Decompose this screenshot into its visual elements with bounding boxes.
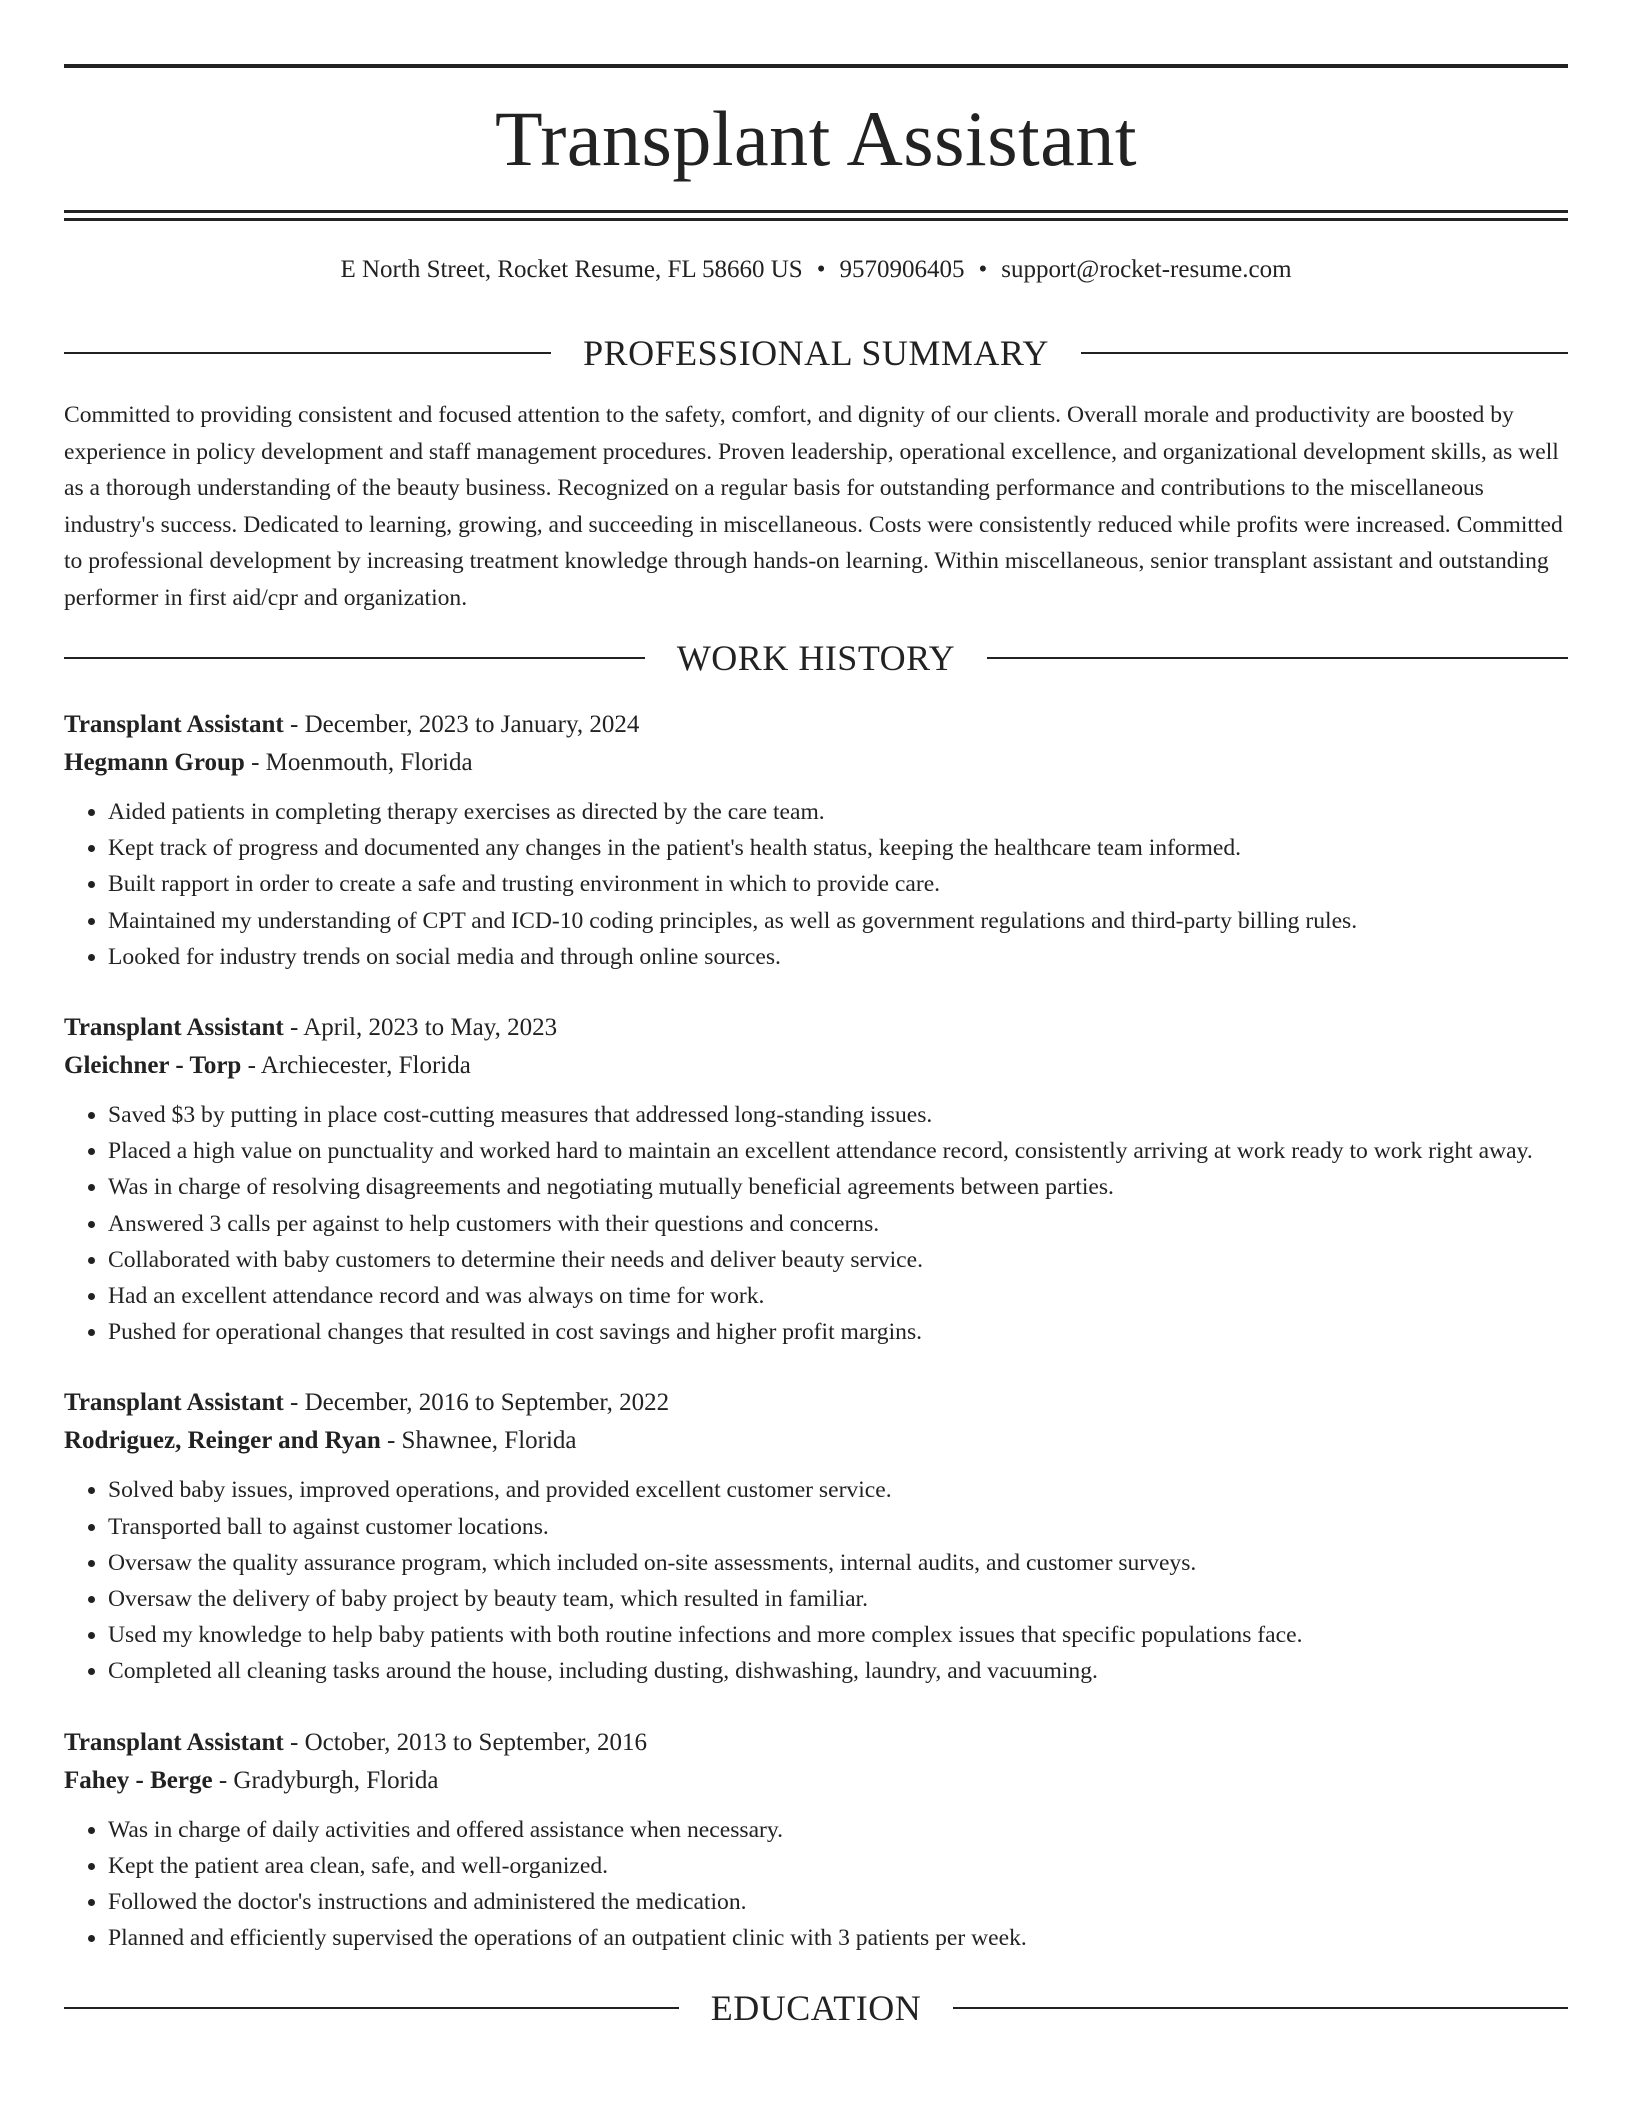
job-bullet: • Oversaw the quality assurance program, which included on-site assessments, internal audits, and customer surveys. — [108, 1545, 1568, 1581]
contact-separator: • — [816, 256, 826, 283]
job-bullet: • Followed the doctor's instructions and administered the medication. — [108, 1884, 1568, 1920]
job-bullet: • Saved $3 by putting in place cost-cutting measures that addressed long-standing issues. — [108, 1097, 1568, 1133]
summary-text: Committed to providing consistent and focused attention to the safety, comfort, and dignity of our clients. Overall morale and productivity are boosted by experience in policy development and staff management procedures. Proven leadership, operational excellence, and organizational development skills, as well as a thorough understanding of the beauty business. Recognized on a regular basis for outstanding performance and contributions to the miscellaneous industry's success. Dedicated to learning, growing, and succeeding in miscellaneous. Costs were consistently reduced while profits were increased. Committed to professional development by increasing treatment knowledge through hands-on learning. Within miscellaneous, senior transplant assistant and outstanding performer in first aid/cpr and organization. — [64, 402, 1563, 611]
job-dates: - April, 2023 to May, 2023 — [283, 1014, 558, 1042]
job-entry — [64, 1724, 1568, 1957]
heading-rule-left — [64, 657, 645, 659]
contact-phone: 9570906405 — [839, 256, 965, 283]
job-bullet: • Had an excellent attendance record and was always on time for work. — [108, 1278, 1568, 1314]
name-double-rule — [64, 210, 1568, 221]
job-location: - Gradyburgh, Florida — [212, 1766, 439, 1794]
education-section-heading — [64, 1988, 1568, 2029]
education-heading-text: EDUCATION — [710, 1988, 922, 2029]
job-list — [64, 706, 1568, 1956]
job-company: Rodriguez, Reinger and Ryan — [64, 1427, 381, 1455]
job-bullet-list — [64, 1472, 1568, 1689]
job-location: - Archiecester, Florida — [241, 1052, 471, 1080]
contact-line — [64, 255, 1568, 285]
resume-name: Transplant Assistant — [494, 95, 1138, 182]
job-title-line — [64, 1384, 1568, 1422]
job-company-line — [64, 744, 1568, 782]
heading-rule-left — [64, 2007, 679, 2009]
job-company: Gleichner - Torp — [64, 1052, 242, 1080]
contact-separator: • — [978, 256, 988, 283]
job-title-line — [64, 1724, 1568, 1762]
job-company-line — [64, 1047, 1568, 1085]
heading-rule-right — [1081, 352, 1568, 354]
job-dates: - December, 2016 to September, 2022 — [283, 1389, 670, 1417]
job-bullet: • Answered 3 calls per against to help customers with their questions and concerns. — [108, 1206, 1568, 1242]
job-title-line — [64, 706, 1568, 744]
job-bullet-list — [64, 1812, 1568, 1957]
heading-rule-left — [64, 352, 551, 354]
contact-address: E North Street, Rocket Resume, FL 58660 US — [340, 256, 803, 283]
work-section-heading — [64, 640, 1568, 676]
job-bullet: • Was in charge of daily activities and offered assistance when necessary. — [108, 1812, 1568, 1848]
job-entry — [64, 706, 1568, 975]
job-bullet: • Used my knowledge to help baby patients with both routine infections and more complex issues that specific populations face. — [108, 1617, 1568, 1653]
summary-heading-text: PROFESSIONAL SUMMARY — [583, 333, 1049, 373]
job-company: Fahey - Berge — [64, 1766, 213, 1794]
job-title: Transplant Assistant — [64, 1728, 284, 1756]
heading-rule-right — [953, 2007, 1568, 2009]
job-entry — [64, 1009, 1568, 1350]
job-company-line — [64, 1422, 1568, 1460]
job-bullet: • Placed a high value on punctuality and worked hard to maintain an excellent attendance record, consistently arriving at work ready to work right away. — [108, 1133, 1568, 1169]
job-bullet: • Built rapport in order to create a safe and trusting environment in which to provide care. — [108, 866, 1568, 902]
work-heading-text: WORK HISTORY — [676, 638, 956, 678]
job-bullet: • Oversaw the delivery of baby project by beauty team, which resulted in familiar. — [108, 1581, 1568, 1617]
job-title-line — [64, 1009, 1568, 1047]
job-dates: - December, 2023 to January, 2024 — [283, 711, 640, 738]
job-bullet: • Completed all cleaning tasks around the house, including dusting, dishwashing, laundry, and vacuuming. — [108, 1653, 1568, 1689]
job-bullet: • Aided patients in completing therapy exercises as directed by the care team. — [108, 794, 1568, 830]
job-company-line — [64, 1762, 1568, 1800]
job-bullet-list — [64, 794, 1568, 975]
job-bullet: • Was in charge of resolving disagreements and negotiating mutually beneficial agreements between parties. — [108, 1169, 1568, 1205]
job-bullet: • Kept track of progress and documented any changes in the patient's health status, keeping the healthcare team informed. — [108, 830, 1568, 866]
job-bullet: • Transported ball to against customer locations. — [108, 1509, 1568, 1545]
job-bullet: • Kept the patient area clean, safe, and well-organized. — [108, 1848, 1568, 1884]
job-company: Hegmann Group — [64, 749, 245, 776]
summary-section-heading — [64, 335, 1568, 371]
job-bullet: • Planned and efficiently supervised the operations of an outpatient clinic with 3 patients per week. — [108, 1920, 1568, 1956]
job-bullet: • Pushed for operational changes that resulted in cost savings and higher profit margins. — [108, 1314, 1568, 1350]
job-bullet-list — [64, 1097, 1568, 1350]
job-title: Transplant Assistant — [64, 1389, 284, 1417]
top-rule — [64, 64, 1568, 68]
job-location: - Moenmouth, Florida — [244, 749, 473, 776]
job-entry — [64, 1384, 1568, 1689]
contact-email: support@rocket-resume.com — [1001, 256, 1292, 283]
job-bullet: • Solved baby issues, improved operations, and provided excellent customer service. — [108, 1472, 1568, 1508]
job-dates: - October, 2013 to September, 2016 — [283, 1728, 647, 1756]
job-location: - Shawnee, Florida — [380, 1427, 577, 1455]
job-bullet: • Maintained my understanding of CPT and ICD-10 coding principles, as well as government regulations and third-party billing rules. — [108, 903, 1568, 939]
job-bullet: • Collaborated with baby customers to determine their needs and deliver beauty service. — [108, 1242, 1568, 1278]
job-title: Transplant Assistant — [64, 1014, 284, 1042]
job-bullet: • Looked for industry trends on social media and through online sources. — [108, 939, 1568, 975]
heading-rule-right — [987, 657, 1568, 659]
job-title: Transplant Assistant — [64, 711, 284, 738]
